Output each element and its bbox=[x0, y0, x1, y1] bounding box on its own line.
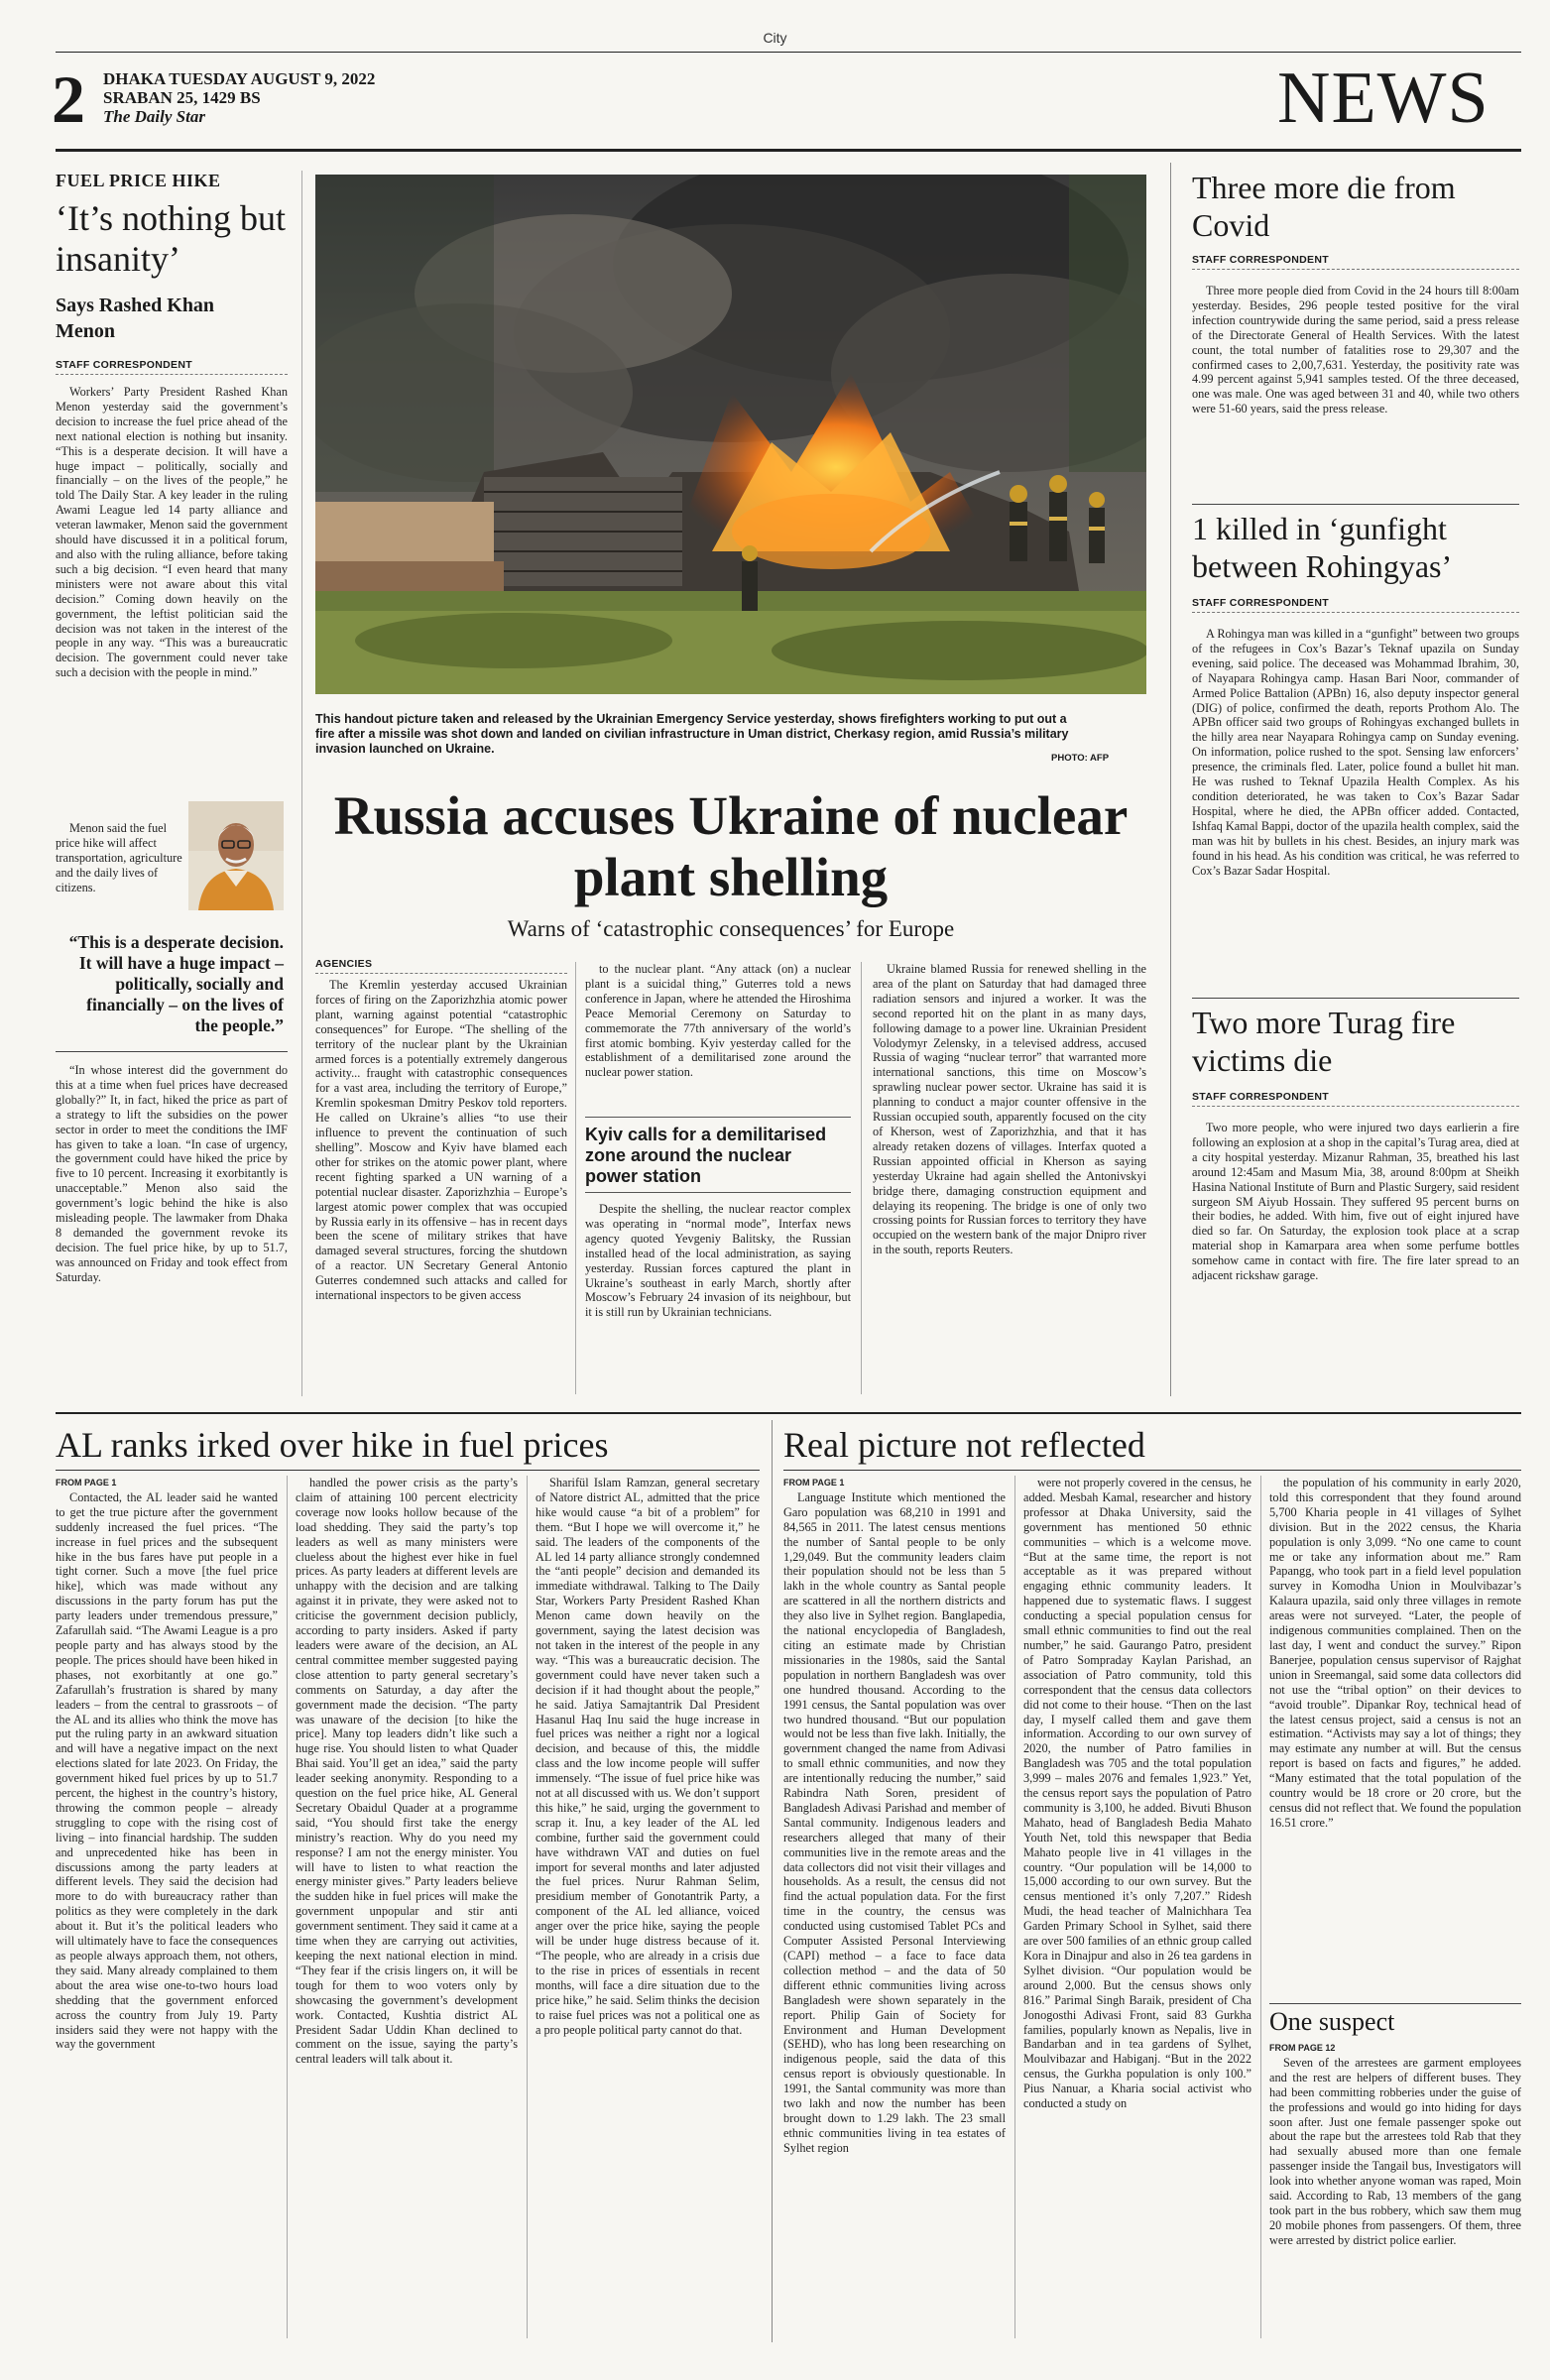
section-label: City bbox=[763, 30, 787, 46]
column-divider bbox=[287, 1476, 288, 2338]
suspect-from-page: FROM PAGE 12 bbox=[1269, 2043, 1336, 2053]
covid-body-text: Three more people died from Covid in the 24 hours till 8:00am yesterday. Besides, 296 people tested positive for the viral infection countrywide during the same period, said a press release of the Directorate General of Health Services. With the latest count, the total number of fatalities rose to 29,307 and the confirmed cases to 2,00,7,631. Yesterday, the positivity rate was 4.99 percent against 5,941 samples tested. Of the three deceased, one was male. One was aged between 31 and 40, while two others were 51-60 years, said the press release. bbox=[1192, 284, 1519, 416]
fire-photo-image bbox=[315, 175, 1146, 694]
column-divider bbox=[1260, 1476, 1261, 2338]
fuel-body-2-text: Menon said the fuel price hike will affect transportation, agriculture and the daily lives of citizens. bbox=[56, 821, 182, 894]
russia-column-3-text: Ukraine blamed Russia for renewed shelling in the area of the plant on Saturday that had damaged three radiation sensors and injured a worker. It was the second reported hit on the plant in as many days, following damage to a power line. Ukrainian President Volodymyr Zelensky, in a televised address, accused Russia of waging “nuclear terror” that warranted more international sanctions, this time on Moscow’s sprawling nuclear power sector. Ukraine has said it is planning to conduct a major counter offensive in the Russian occupied south, apparently focused on the city of Kherson, west of Zaporizhzhia, and that it has already retaken dozens of villages. Interfax quoted a Russian appointed official in Kherson as saying yesterday Ukraine had again shelled the Antonivskyi bridge there, damaging construction equipment and delaying its reopening. The bridge is one of only two crossing points for Russian forces to territory they have occupied on the western bank of the major Dnipro river in the south, reports Reuters. bbox=[873, 962, 1146, 1257]
al-column-3 bbox=[536, 1476, 760, 2338]
al-column-1-text: Contacted, the AL leader said he wanted to get the true picture after the government suddenly increased the fuel prices. “The increase in fuel prices and the subsequent hike in the bus fares have put people in a tight corner. Such a move [the fuel price hike], which was made without any discussions in the party forum has put the party leaders under tremendous pressure,” Zafarullah said. “The Awami League is a pro people party and has always stood by the people. The prices should have been hiked in phases, not exorbitantly at one go.” Zafarullah’s frustration is shared by many leaders – from the central to grassroots – of the AL and its allies who think the move has put the ruling party in an awkward situation and will have a negative impact on the next elections slated for late 2023. On Friday, the government hiked fuel prices by up to 51.7 percent, the highest in the country’s history, throwing the common people – already struggling to cope with the rising cost of living – into financial hardship. The sudden and unprecedented hike has been in discussions among the party leaders at different levels. They said the decision had more to do with bureaucracy rather than politics as they were completely in the dark about it. But it’s the political leaders who will ultimately have to face the consequences as people always approach them, not others, they said. Many already complained to them about the area wise one-to-two hours load shedding that the government enforced across the country from July 19. Party insiders said they were not happy with the way the government bbox=[56, 1489, 278, 2052]
russia-subhead: Kyiv calls for a demilitarised zone around the nuclear power station bbox=[585, 1125, 827, 1186]
column-divider bbox=[527, 1476, 528, 2338]
turag-headline: Two more Turag fire victims die bbox=[1192, 1005, 1456, 1078]
fuel-body bbox=[56, 385, 288, 821]
al-column-3-text: Sharifül Islam Ramzan, general secretary of Natore district AL, admitted that the price hike would cause “a bit of a problem” for them. “But I hope we will overcome it,” he said. The leaders of the components of the AL led 14 party alliance strongly condemned the “anti people” decision and demanded its immediate withdrawal. Talking to The Daily Star, Workers Party President Rashed Khan Menon came down heavily on the government, saying the latest decision was not taken in the interest of the people in any way. “This was a bureaucratic decision. The government could have never taken such a decision if it had thought about the people,” he said. Jatiya Samajtantrik Dal President Hasanul Haq Inu said the huge increase in fuel prices was neither a right nor a logical decision, and because of this, the middle class and the low income people will suffer immensely. “The issue of fuel price hike was not at all discussed with us. We don’t support this hike,” he said, urging the government to scrap it. Inu, a key leader of the AL led combine, further said the government could have withdrawn VAT and duties on fuel import for several months and later adjusted the fuel prices. Nurur Rahman Selim, presidium member of Gonotantrik Party, a component of the AL led alliance, voiced anger over the price hike, saying the people will be under huge distress because of it. “The people, who are already in a crisis due to the rise in prices of essentials in recent months, will face a dire situation due to the price hike,” he said. Selim thinks the decision to raise fuel prices was not a political one as a pro people political party cannot do that. bbox=[536, 1476, 760, 2037]
column-divider bbox=[301, 171, 302, 1396]
rohingya-body bbox=[1192, 627, 1519, 1004]
real-column-3 bbox=[1269, 1476, 1521, 2003]
real-column-1-text: Language Institute which mentioned the Garo population was 68,210 in 1991 and 84,565 in 2011. The latest census mentions the number of Santal people to be only 1,29,049. But the community leaders claim their population should not be less than 5 lakh in the whole country as Santal people are scattered in all the northern districts and they also live in Sylhet region. Banglapedia, the national encyclopedia of Bangladesh, citing an estimate made by Christian missionaries in the 1980s, said the Santal population in northern Bangladesh was over one hundred thousand. According to the 1991 census, the Santal population was over two hundred thousand. “But our population would not be less than five lakh. Initially, the government changed the name from Adivasi to small ethnic communities, and now they are intentionally reducing the number,” said Rabindra Nath Soren, president of Bangladesh Adivasi Parishad and member of Santal community. Indigenous leaders and researchers alleged that many of their communities live in the remote areas and the data collectors did not visit their villages and households. As a result, the census did not find the actual population data. For the first time in the country, the census was conducted using customised Tablet PCs and Computer Assisted Personal Interviewing (CAPI) method – a face to face data collection method – and the data of 50 different ethnic communities living across Bangladesh were shown separately in the report. Philip Gain of Society for Environment and Human Development (SEHD), who has long been researching on indigenous people, said the data of this census report is obviously questionable. In 1991, the Santal community was more than two lakh and now the number has been brought down to 1.29 lakh. The 23 small ethnic communities living in tea estates of Sylhet region bbox=[783, 1489, 1006, 2155]
real-from-page: FROM PAGE 1 bbox=[783, 1478, 845, 1488]
section-masthead: NEWS bbox=[1277, 58, 1490, 139]
suspect-rule bbox=[1269, 2003, 1521, 2004]
turag-byline: STAFF CORRESPONDENT bbox=[1192, 1091, 1519, 1107]
russia-deck: Warns of ‘catastrophic consequences’ for Europe bbox=[507, 916, 955, 941]
bottom-section-rule bbox=[56, 1412, 1521, 1414]
al-column-1 bbox=[56, 1476, 278, 2338]
real-column-1 bbox=[783, 1476, 1006, 2338]
column-divider bbox=[772, 1420, 773, 2342]
rohingya-byline: STAFF CORRESPONDENT bbox=[1192, 597, 1519, 613]
russia-column-2-text: to the nuclear plant. “Any attack (on) a nuclear plant is a suicidal thing,” Guterres told a news conference in Japan, where he attended the Hiroshima Peace Memorial Ceremony on Saturday to commemorate the 77th anniversary of the world’s first atomic bombing. Kyiv yesterday called for the establishment of a demilitarised zone around the nuclear power station. bbox=[585, 962, 851, 1080]
header-bottom-rule bbox=[56, 149, 1521, 152]
real-column-3-text: the population of his community in early 2020, told this correspondent that they found around 5,700 Kharia people in 41 villages of Sylhet division. But in the 2022 census, the Kharia population is only 3,099. “No one came to count me or take any information about me.” Ram Papangg, who took part in a field level population survey in Komodha Union in Moulvibazar’s Kalaura upazila, said only three villages in remote areas were not surveyed. “Later, the people of indigenous communities complained. Then on the last day, I went and conduct the survey.” Ripon Banerjee, population census supervisor of Rajghat union in Sreemangal, said some data collectors did not use the “tribal option” on their devices to “avoid trouble”. Dipankar Roy, technical head of the latest census project, said a census is not an estimation. “Activists may say a lot of things; they may estimate any number at will. But the census report is based on facts and figures,” he added. “Many estimated that the total population of the country would be 18 crore or 20 crore, but the census did not reflect that. We found the population 16.51 crore.” bbox=[1269, 1476, 1521, 1830]
rohingya-body-text: A Rohingya man was killed in a “gunfight” between two groups of the refugees in Cox’s Bazar’s Teknaf upazila on Sunday evening, said police. The deceased was Mohammad Ibrahim, 30, of Nayapara Rohingya camp. Hasan Bari Noor, commander of Armed Police Battalion (APBn) 16, also deputy inspector general (DIG) of police, confirmed the death, reports Prothom Alo. The APBn officer said two groups of Rohingyas exchanged bullets in the hilly area near Nayapara Rohingya camp on Sunday evening. On information, police rushed to the spot. Sensing law enforcers’ presence, the criminals fled. Later, police found a bullet hit man. He was rushed to Teknaf Upazila Health Complex. As his condition deteriorated, he was taken to Cox’s Bazar Sadar Hospital, where he died, the APBn officer added. Contacted, Ishfaq Kamal Bappi, doctor of the upazila health complex, said the man was hit by bullets in his chest. Besides, an injury mark was found in his head. As his condition was critical, he was referred to Cox’s Bazar Sadar Hospital. bbox=[1192, 627, 1519, 878]
subhead-rule-bottom bbox=[585, 1192, 851, 1193]
rohingya-headline: 1 killed in ‘gunfight between Rohingyas’ bbox=[1192, 511, 1453, 584]
paper-name: The Daily Star bbox=[103, 107, 205, 126]
date-line-2: SRABAN 25, 1429 BS bbox=[103, 88, 261, 107]
turag-body-text: Two more people, who were injured two days earlierin a fire following an explosion at a shop in the capital’s Turag area, died at a city hospital yesterday. Mizanur Rahman, 35, breathed his last around 12:45am and Masum Mia, 38, around 8:00pm at Sheikh Hasina National Institute of Burn and Plastic Surgery, said resident surgeon SM Aiyub Hossain. They suffered 95 percent burns on their bodies, he added. With him, five out of eight injured have died so far. On Saturday, the explosion took place at a scrap material shop in Kamarpara area when some perfume bottles somehow came in contact with fire. The fire later spread to an adjacent rickshaw garage. bbox=[1192, 1121, 1519, 1283]
menon-portrait-image bbox=[188, 801, 284, 910]
al-headline: AL ranks irked over hike in fuel prices bbox=[56, 1425, 609, 1465]
photo-credit: PHOTO: AFP bbox=[1051, 753, 1110, 764]
covid-headline: Three more die from Covid bbox=[1192, 170, 1456, 243]
russia-column-2 bbox=[585, 962, 851, 1111]
brief-divider bbox=[1192, 998, 1519, 999]
russia-column-3 bbox=[873, 962, 1146, 1394]
fuel-body-3 bbox=[56, 1063, 288, 1394]
header-top-rule bbox=[56, 52, 1521, 53]
fuel-body-2 bbox=[56, 821, 184, 924]
column-divider bbox=[1170, 163, 1171, 1396]
column-divider bbox=[575, 962, 576, 1394]
pull-quote-rule bbox=[56, 1051, 288, 1052]
column-divider bbox=[861, 962, 862, 1394]
fuel-body-text: Workers’ Party President Rashed Khan Menon yesterday said the government’s decision to increase the fuel price ahead of the next national election is nothing but insanity. “This is a desperate decision. It will have a huge impact – politically, socially and financially – on the lives of the people,” he told The Daily Star. A key leader in the ruling Awami League led 14 party alliance and veteran lawmaker, Menon said the government should have discussed it in a political forum, and also with the ruling alliance, before taking such a big decision. “I even heard that many ministers were not aware about this vital decision.” Coming down heavily on the government, the leftist politician said the decision was not taken in the interest of the people in any way. “This was a bureaucratic decision. The government could never take such a decision with the people in mind.” bbox=[56, 385, 288, 680]
fuel-headline: ‘It’s nothing but insanity’ bbox=[56, 198, 286, 279]
dateline bbox=[103, 69, 375, 126]
al-from-page: FROM PAGE 1 bbox=[56, 1478, 117, 1488]
real-headline: Real picture not reflected bbox=[783, 1425, 1145, 1465]
fuel-body-3-text: “In whose interest did the government do this at a time when fuel prices have decreased globally?” It, in fact, hiked the price as part of a strategy to lift the subsidies on the power sector in order to meet the conditions the IMF has given to take a loan. “In case of urgency, the government could have hiked the price by five to 10 percent. Increasing it exorbitantly is unacceptable.” Menon also said the government’s logic behind the hike is also misleading people. The lawmaker from Dhaka 8 demanded the government revoke its decision. The fuel price hike, by up to 51.7, was announced on Friday and took effect from Saturday. bbox=[56, 1063, 288, 1284]
suspect-headline: One suspect bbox=[1269, 2007, 1395, 2036]
russia-column-2b bbox=[585, 1202, 851, 1394]
suspect-body bbox=[1269, 2041, 1521, 2338]
real-headline-rule bbox=[783, 1470, 1521, 1471]
suspect-body-text: Seven of the arrestees are garment employees and the rest are helpers of different buses. They had been committing robberies under the guise of the professions and would go into hiding for days soon after. Just one female passenger spoke out about the rape but the arrestees told Rab that they had sexually abused more than one female passenger inside the Tangail bus, Investigators will look into whether anyone woman was raped, Moin said. According to Rab, 13 members of the gang took part in the bus robbery, which saw them mug 20 mobile phones from passengers. Of them, three were arrested by district police earlier. bbox=[1269, 2055, 1521, 2247]
al-column-2-text: handled the power crisis as the party’s claim of attaining 100 percent electricity coverage now looks hollow because of the load shedding. They said the party’s top leaders as well as many ministers were clueless about the highest ever hike in fuel prices. As party leaders at different levels are unhappy with the decision and are talking against it in private, they were asked not to criticise the government decision publicly, according to party insiders. Asked if party leaders were aware of the decision, an AL central committee member suggested paying close attention to party general secretary’s comments on Saturday, a day after the government made the decision. “The party was unaware of the decision [to hike the price]. Many top leaders didn’t like such a huge rise. You should listen to what Quader Bhai said. You’ll get an idea,” said the party leader seeking anonymity. Responding to a question on the fuel price hike, AL General Secretary Obaidul Quader at a programme said, “You should first take the energy ministry’s reaction. Why do you need my response? I am not the energy minister. You will have to listen to what reaction the energy minister gives.” Party leaders believe the sudden hike in fuel prices will make the government unpopular and stir anti government sentiment. They said it came at a time when they are carrying out activities, keeping the next national election in mind. “They fear if the crisis lingers on, it will be tough for them to woo voters only by showcasing the government’s development work. Contacted, Kushtia district AL President Sadar Uddin Khan declined to comment on the issue, saying the party’s central leaders will talk about it. bbox=[296, 1476, 518, 2067]
russia-column-1 bbox=[315, 978, 567, 1394]
brief-divider bbox=[1192, 504, 1519, 505]
subhead-rule-top bbox=[585, 1117, 851, 1118]
al-column-2 bbox=[296, 1476, 518, 2338]
turag-body bbox=[1192, 1121, 1519, 1394]
russia-byline: AGENCIES bbox=[315, 958, 567, 974]
fuel-deck: Says Rashed Khan Menon bbox=[56, 295, 215, 342]
fuel-kicker: FUEL PRICE HIKE bbox=[56, 171, 221, 190]
covid-byline: STAFF CORRESPONDENT bbox=[1192, 254, 1519, 270]
pull-quote: “This is a desperate decision. It will have a huge impact – politically, socially and financially – on the lives of the people.” bbox=[68, 932, 284, 1035]
date-line-1: DHAKA TUESDAY AUGUST 9, 2022 bbox=[103, 69, 376, 88]
real-column-2-text: were not properly covered in the census, he added. Mesbah Kamal, researcher and history professor at Dhaka University, said the government has mentioned 50 ethnic communities – which is a welcome move. “But at the same time, the report is not acceptable as it was prepared without engaging ethnic community leaders. It happened due to systematic flaws. I suggest conducting a special population census for small ethnic communities to find out the real number,” he said. Gaurango Patro, president of Patro Sompraday Kaylan Parishad, an association of Patro community, told this correspondent that the census data collectors did not come to their house. “Then on the last day, I myself called them and gave them information. According to our own survey of 2020, the number of Patro families in Bangladesh was 705 and the total population 3,999 – males 2076 and females 1,923.” Yet, the census report says the population of Patro community is 3,100, he added. Bivuti Bhuson Mahato, head of Bangladesh Bedia Mahato Youth Net, told this newspaper that Bedia Mahato people live in 41 villages in the country. “Our population will be 14,000 to 15,000 according to our own survey. But the census mentioned it’s only 7,207.” Ridesh Mudi, the head teacher of Malnichhara Tea Garden Primary School in Sylhet, said there are over 500 families of an ethnic group called Kora in Dinajpur and also in 26 tea gardens in Sylhet division. “Our population would be around 2,000. But the census shows only 816.” Parimal Singh Baraik, president of Cha Jonogosthi Adivasi Front, said 83 Gurkha families, popularly known as Nepalis, live in Bandarban and in tea gardens of Sylhet, Moulvibazar and Habiganj. “But in the 2022 census, the Gurkha population is only 100.” Pius Nanuar, a Kharia social activist who conducted a study on bbox=[1023, 1476, 1252, 2111]
column-divider bbox=[1014, 1476, 1015, 2338]
fuel-byline: STAFF CORRESPONDENT bbox=[56, 359, 288, 375]
photo-caption: This handout picture taken and released by the Ukrainian Emergency Service yesterday, shows firefighters working to put out a fire after a missile was shot down and landed on civilian infrastructure in Uman district, Cherkasy region, amid Russia’s military invasion launched on Ukraine. bbox=[315, 712, 1069, 756]
russia-headline: Russia accuses Ukraine of nuclear plant shelling bbox=[333, 785, 1129, 907]
al-headline-rule bbox=[56, 1470, 760, 1471]
real-column-2 bbox=[1023, 1476, 1252, 2338]
russia-column-2b-text: Despite the shelling, the nuclear reactor complex was operating in “normal mode”, Interfax news agency quoted Yevgeniy Balitsky, the Russian installed head of the local administration, as saying yesterday. Russian forces captured the plant in Ukraine’s southeast in early March, shortly after Moscow’s February 24 invasion of its neighbour, but it is still run by Ukrainian technicians. bbox=[585, 1202, 851, 1320]
covid-body bbox=[1192, 284, 1519, 502]
page-number: 2 bbox=[52, 61, 85, 137]
russia-column-1-text: The Kremlin yesterday accused Ukrainian forces of firing on the Zaporizhzhia atomic power plant, warning against potential “catastrophic consequences” for Europe. “The shelling of the territory of the nuclear plant by the Ukrainian armed forces is a potentially extremely dangerous activity... fraught with catastrophic consequences for a vast area, including the territory of Europe,” Kremlin spokesman Dmitry Peskov told reporters. He called on Ukraine’s allies “to use their influence to prevent the continuation of such shelling”. Moscow and Kyiv have blamed each other for strikes on the atomic power plant, where recent fighting sparked a UN warning of a potential nuclear disaster. Zaporizhzhia – Europe’s largest atomic power complex that was occupied by Russia early in its offensive – has in recent days been the scene of military strikes that have damaged several structures, forcing the shutdown of a reactor. UN Secretary General Antonio Guterres condemned such attacks and called for international inspectors to be given access bbox=[315, 978, 567, 1303]
